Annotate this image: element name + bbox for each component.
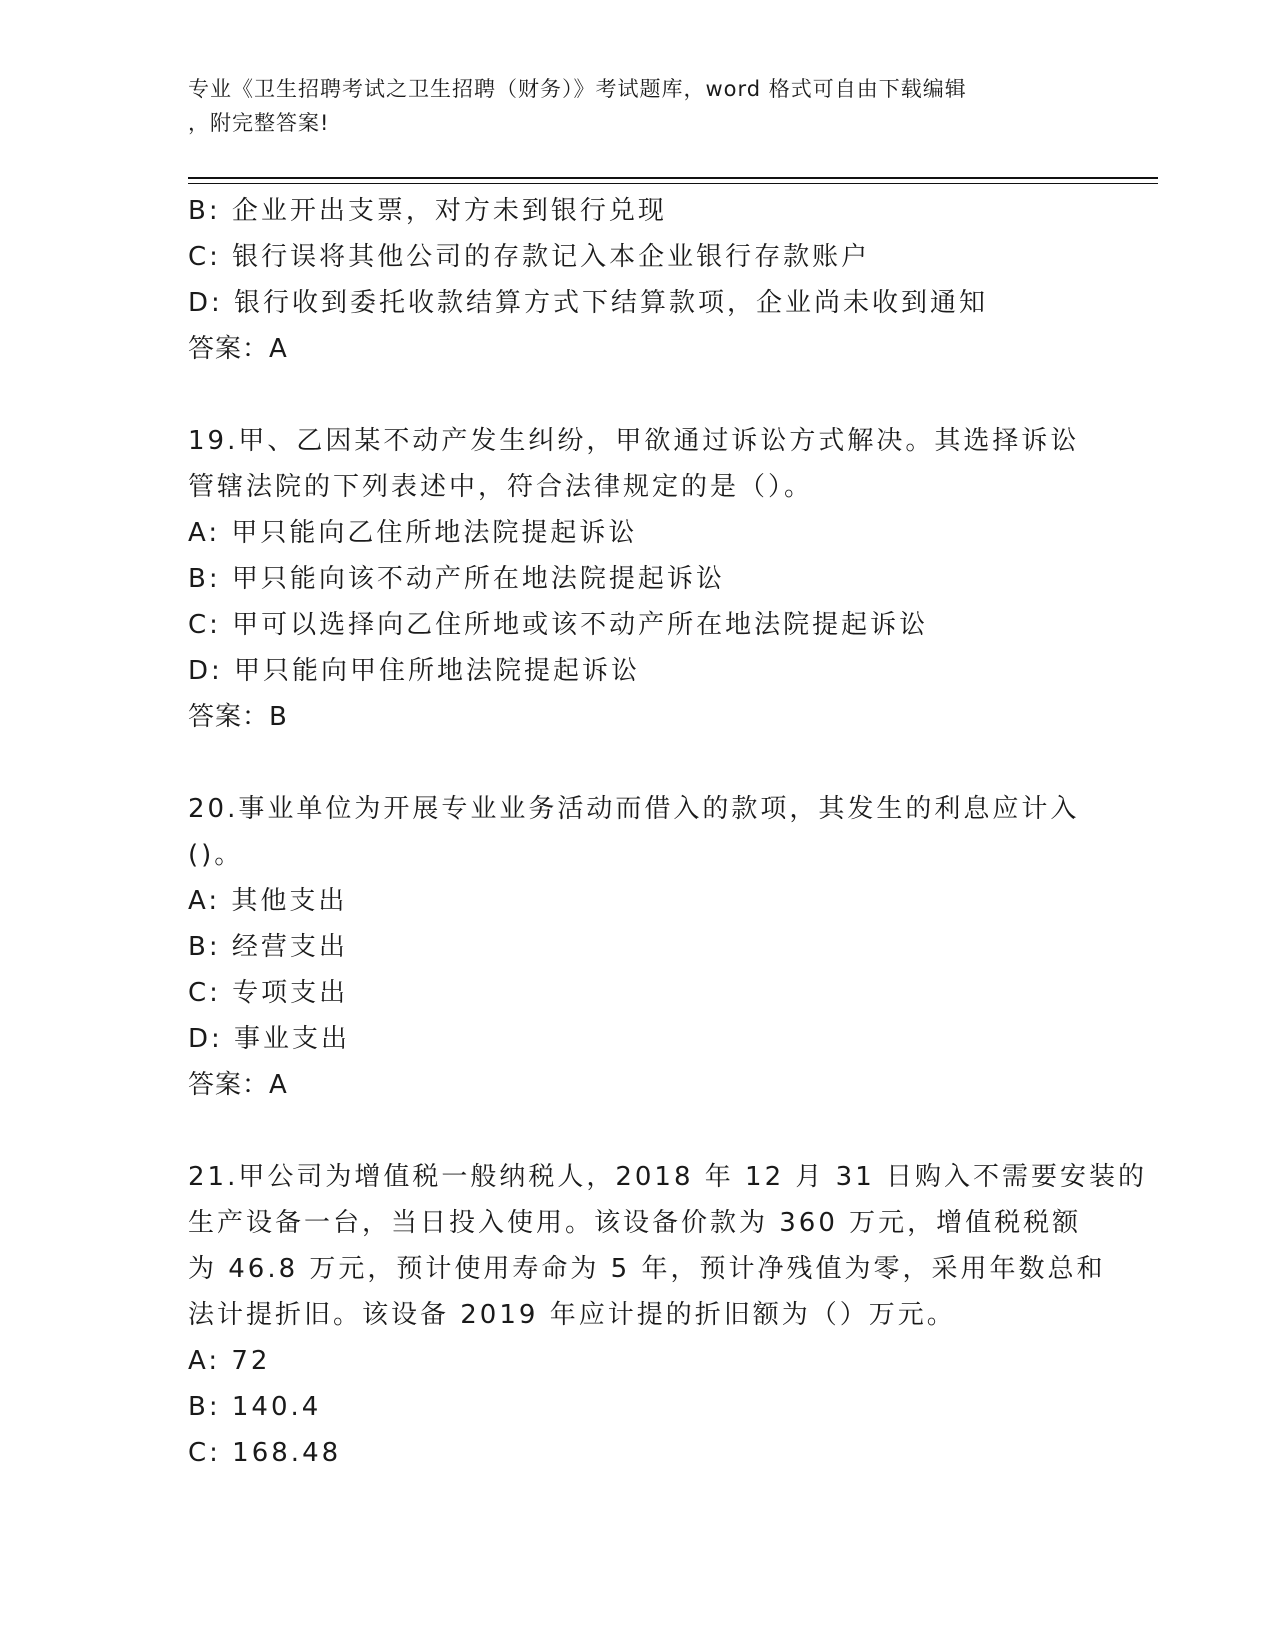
option-d: D: 甲只能向甲住所地法院提起诉讼 bbox=[188, 656, 641, 686]
header-title-line: 专业《卫生招聘考试之卫生招聘（财务）》考试题库，word 格式可自由下载编辑 bbox=[188, 77, 967, 101]
option-b: B: 经营支出 bbox=[188, 932, 348, 962]
option-a: A: 72 bbox=[188, 1346, 271, 1376]
option-d: D: 事业支出 bbox=[188, 1024, 351, 1054]
option-b: B: 甲只能向该不动产所在地法院提起诉讼 bbox=[188, 564, 725, 594]
option-a: A: 甲只能向乙住所地法院提起诉讼 bbox=[188, 518, 638, 548]
question-list bbox=[188, 188, 1148, 1476]
option-b: B: 企业开出支票，对方未到银行兑现 bbox=[188, 196, 667, 226]
option-c: C: 银行误将其他公司的存款记入本企业银行存款账户 bbox=[188, 242, 871, 272]
header-title-line-continued: ，附完整答案! bbox=[188, 111, 330, 135]
option-c: C: 168.48 bbox=[188, 1438, 342, 1468]
question-19 bbox=[188, 418, 1088, 740]
question-text-line: 为 46.8 万元，预计使用寿命为 5 年，预计净残值为零，采用年数总和 bbox=[188, 1254, 1106, 1284]
answer: 答案：A bbox=[188, 334, 288, 364]
question-text-line: 20.事业单位为开展专业业务活动而借入的款项，其发生的利息应计入 bbox=[188, 794, 1080, 824]
question-text-line: 21.甲公司为增值税一般纳税人，2018 年 12 月 31 日购入不需要安装的 bbox=[188, 1162, 1148, 1192]
answer: 答案：A bbox=[188, 1070, 288, 1100]
header-divider-thick bbox=[188, 177, 1158, 179]
option-c: C: 甲可以选择向乙住所地或该不动产所在地法院提起诉讼 bbox=[188, 610, 929, 640]
option-c: C: 专项支出 bbox=[188, 978, 349, 1008]
question-text-line: 法计提折旧。该设备 2019 年应计提的折旧额为（）万元。 bbox=[188, 1300, 956, 1330]
question-partial bbox=[188, 188, 1088, 372]
answer: 答案：B bbox=[188, 702, 288, 732]
question-20 bbox=[188, 786, 1088, 1108]
option-b: B: 140.4 bbox=[188, 1392, 322, 1422]
question-21 bbox=[188, 1154, 1148, 1476]
question-text-line: 19.甲、乙因某不动产发生纠纷，甲欲通过诉讼方式解决。其选择诉讼 bbox=[188, 426, 1080, 456]
document-header bbox=[188, 72, 1088, 140]
option-a: A: 其他支出 bbox=[188, 886, 348, 916]
question-text-line: 管辖法院的下列表述中，符合法律规定的是（）。 bbox=[188, 472, 814, 502]
question-text-line: ()。 bbox=[188, 840, 244, 870]
question-text-line: 生产设备一台，当日投入使用。该设备价款为 360 万元，增值税税额 bbox=[188, 1208, 1082, 1238]
header-divider-thin bbox=[188, 183, 1158, 184]
option-d: D: 银行收到委托收款结算方式下结算款项，企业尚未收到通知 bbox=[188, 288, 989, 318]
